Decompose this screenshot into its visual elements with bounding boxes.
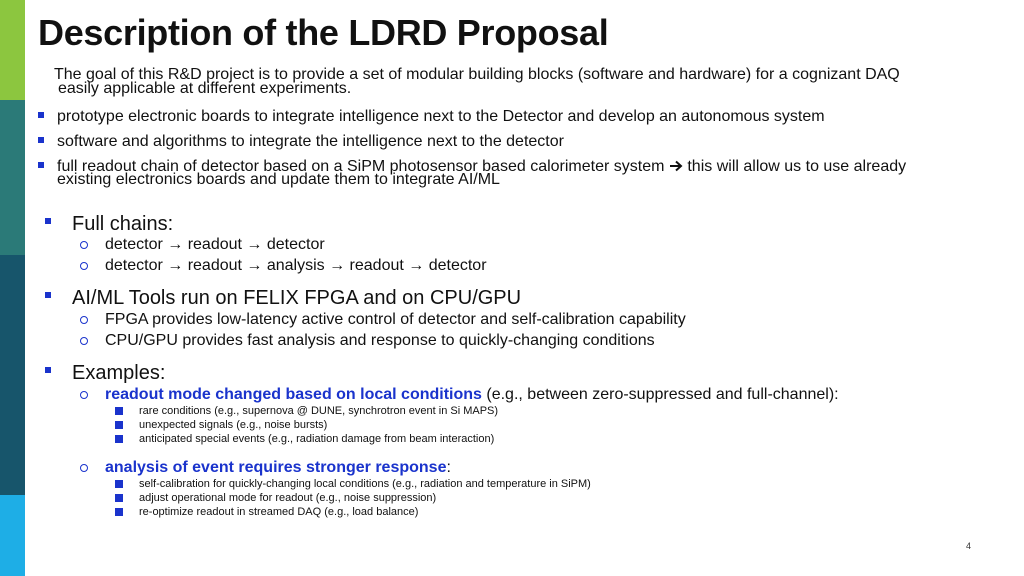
bullet-circle-icon [80,316,88,324]
right-arrow-icon [669,160,683,172]
list-item-text: FPGA provides low-latency active control of detector and self-calibration capability [105,311,686,328]
example-1-rest: (e.g., between zero-suppressed and full-channel): [481,386,839,403]
top-bullet-text-part1: full readout chain of detector based on a SiPM photosensor based calorimeter system [57,158,665,175]
intro-paragraph [54,68,994,96]
bullet-square-icon [45,218,51,224]
list-item-text: adjust operational mode for readout (e.g., noise suppression) [139,492,437,504]
intro-line-2: easily applicable at different experiments. [58,80,352,97]
list-item-text: rare conditions (e.g., supernova @ DUNE, synchrotron event in Si MAPS) [139,405,499,417]
sidebar-strip-cyan [0,495,25,576]
bullet-square-icon [38,112,44,118]
list-item-text: self-calibration for quickly-changing local conditions (e.g., radiation and temperature in SiPM) [139,478,591,490]
bullet-circle-icon [80,391,88,399]
top-bullet-text-part2: this will allow us to use already [687,158,907,175]
bullet-square-icon [115,508,123,516]
bullet-square-icon [115,435,123,443]
example-1-highlight: readout mode changed based on local conditions [105,386,482,403]
bullet-square-icon [45,367,51,373]
bullet-circle-icon [80,241,88,249]
list-item-text: re-optimize readout in streamed DAQ (e.g., load balance) [139,506,419,518]
example-2-highlight: analysis of event requires stronger response [105,459,447,476]
bullet-square-icon [38,137,44,143]
sidebar-strip-teal [0,100,25,255]
bullet-circle-icon [80,337,88,345]
page-number: 4 [966,541,972,551]
bullet-square-icon [115,480,123,488]
sidebar-strip-navy [0,255,25,495]
bullet-square-icon [115,407,123,415]
section-heading: Full chains: [72,213,174,235]
example-2-text [105,459,451,477]
bullet-circle-icon [80,262,88,270]
slide-title: Description of the LDRD Proposal [38,12,609,53]
intro-line-1: The goal of this R&D project is to provide a set of modular building blocks (software and hardware) for a cognizant DAQ [54,66,900,83]
bullet-square-icon [115,494,123,502]
top-bullet-text: prototype electronic boards to integrate intelligence next to the Detector and develop an autonomous system [57,108,825,125]
bullet-square-icon [115,421,123,429]
section-heading: AI/ML Tools run on FELIX FPGA and on CPU/GPU [72,287,522,309]
list-item-text: detector → readout → analysis → readout → detector [105,257,487,274]
list-item-text: CPU/GPU provides fast analysis and response to quickly-changing conditions [105,332,655,349]
list-item-text: unexpected signals (e.g., noise bursts) [139,419,328,431]
list-item-text: anticipated special events (e.g., radiation damage from beam interaction) [139,433,495,445]
bullet-square-icon [38,162,44,168]
list-item-text: detector → readout → detector [105,236,325,253]
bullet-circle-icon [80,464,88,472]
section-heading: Examples: [72,362,166,384]
top-bullet-text: software and algorithms to integrate the intelligence next to the detector [57,133,564,150]
bullet-square-icon [45,292,51,298]
example-2-rest: : [446,459,451,476]
top-bullet-text-continued: existing electronics boards and update them to integrate AI/ML [57,171,500,188]
sidebar-strip-green [0,0,25,100]
example-1-text [105,386,839,404]
